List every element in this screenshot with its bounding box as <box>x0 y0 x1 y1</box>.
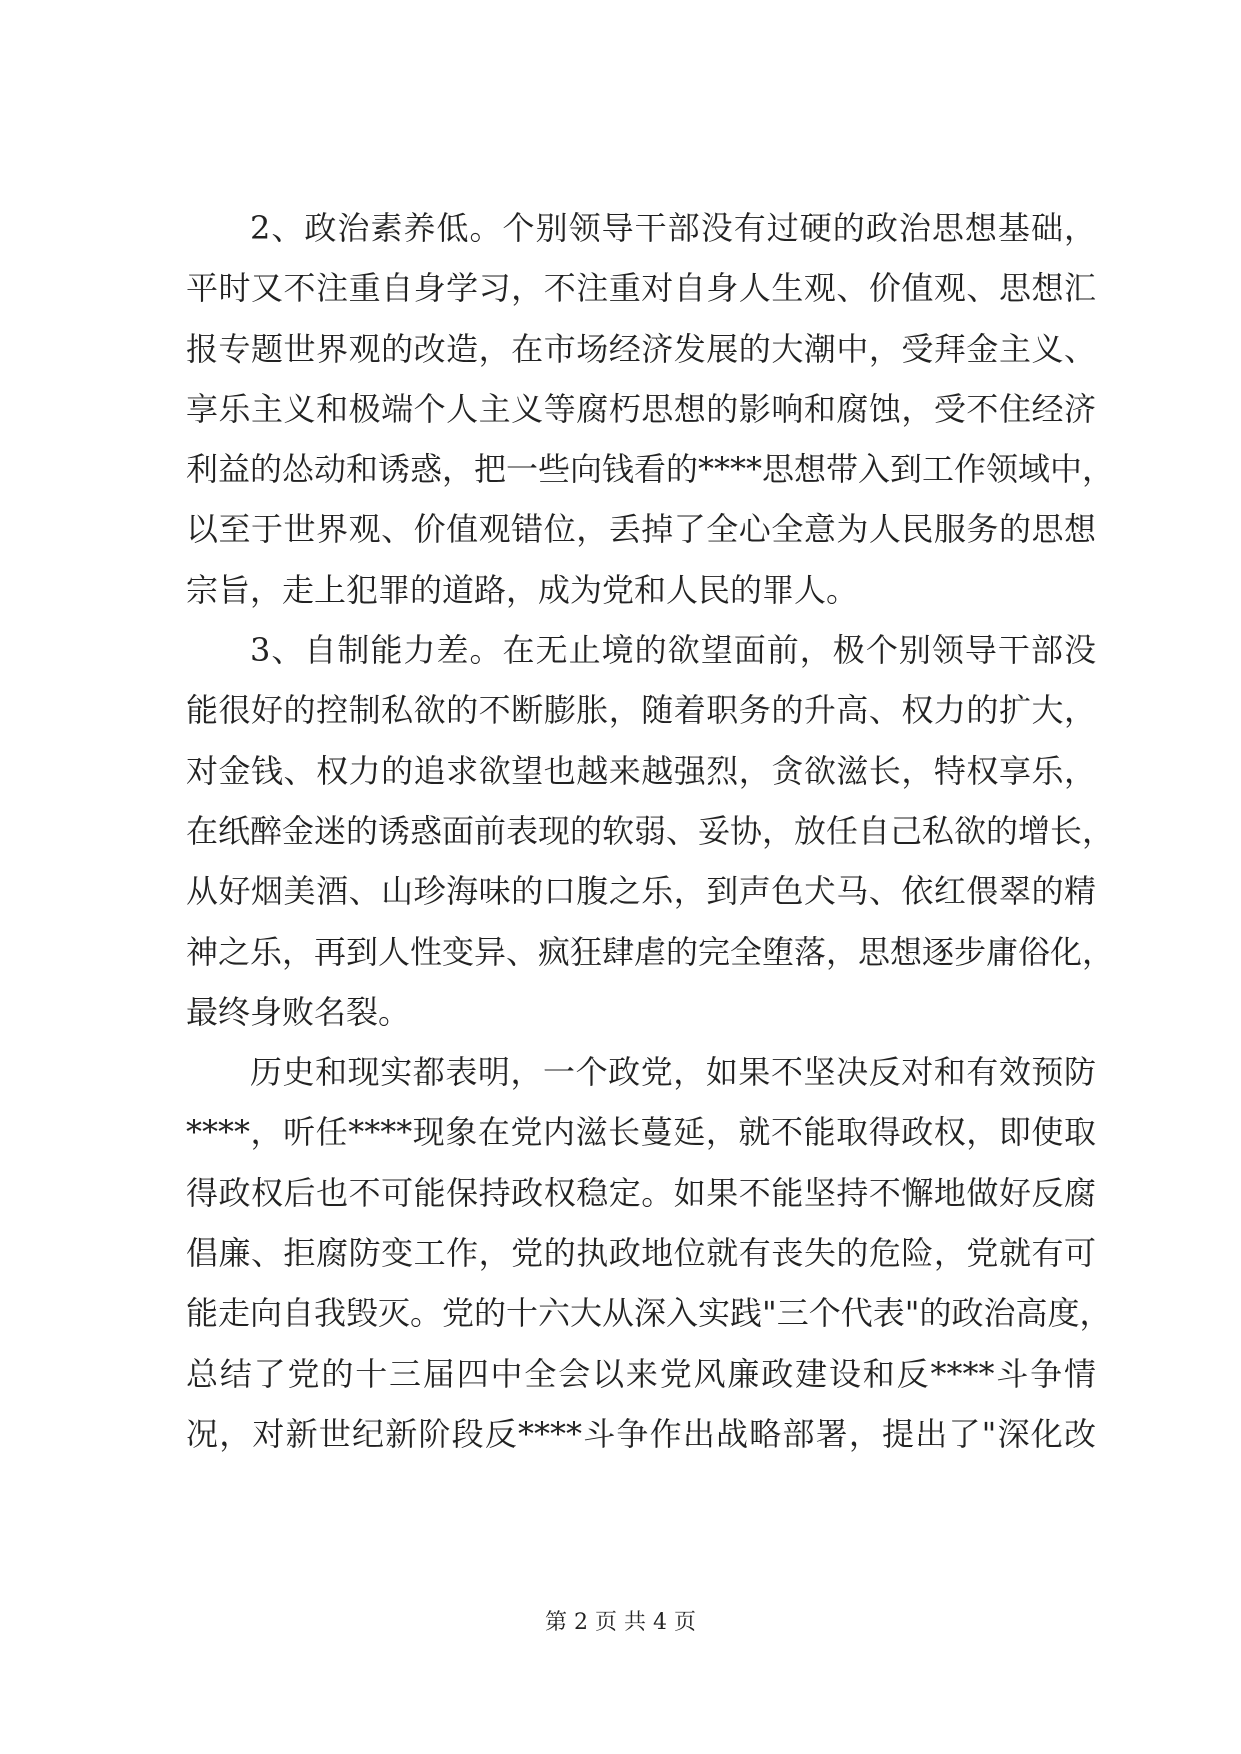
text-line: 总结了党的十三届四中全会以来党风廉政建设和反****斗争情 <box>186 1354 1096 1393</box>
document-body <box>186 198 1115 1464</box>
text-line: 平时又不注重自身学习，不注重对自身人生观、价值观、思想汇 <box>186 269 1096 308</box>
text-line: 在纸醉金迷的诱惑面前表现的软弱、妥协，放任自己私欲的增长， <box>186 811 1115 850</box>
text-line: 宗旨，走上犯罪的道路，成为党和人民的罪人。 <box>186 570 859 609</box>
text-line: 况，对新世纪新阶段反****斗争作出战略部署，提出了"深化改 <box>186 1414 1096 1453</box>
text-line: 神之乐，再到人性变异、疯狂肆虐的完全堕落，思想逐步庸俗化， <box>186 932 1115 971</box>
text-line: 报专题世界观的改造，在市场经济发展的大潮中，受拜金主义、 <box>186 329 1096 368</box>
paragraph-history-reality <box>186 1042 1112 1464</box>
text-line: 能很好的控制私欲的不断膨胀，随着职务的升高、权力的扩大， <box>186 691 1096 730</box>
text-line: 2、政治素养低。个别领导干部没有过硬的政治思想基础， <box>250 209 1096 247</box>
paragraph-political-literacy <box>186 198 1115 620</box>
page-number-footer: 第 2 页 共 4 页 <box>545 1610 696 1635</box>
paragraph-self-control <box>186 620 1115 1042</box>
text-line: 对金钱、权力的追求欲望也越来越强烈，贪欲滋长，特权享乐， <box>186 751 1096 790</box>
text-line: 3、自制能力差。在无止境的欲望面前，极个别领导干部没 <box>250 631 1096 670</box>
text-line: 能走向自我毁灭。党的十六大从深入实践"三个代表"的政治高度， <box>186 1294 1112 1333</box>
text-line: 以至于世界观、价值观错位，丢掉了全心全意为人民服务的思想 <box>186 510 1096 549</box>
text-line: 从好烟美酒、山珍海味的口腹之乐，到声色犬马、依红偎翠的精 <box>186 872 1096 911</box>
text-line: 利益的怂动和诱惑，把一些向钱看的****思想带入到工作领域中， <box>186 450 1115 489</box>
text-line: 享乐主义和极端个人主义等腐朽思想的影响和腐蚀，受不住经济 <box>186 389 1096 428</box>
text-line: 得政权后也不可能保持政权稳定。如果不能坚持不懈地做好反腐 <box>186 1173 1096 1212</box>
text-line: 倡廉、拒腐防变工作，党的执政地位就有丧失的危险，党就有可 <box>186 1234 1096 1273</box>
text-line: 最终身败名裂。 <box>186 992 411 1031</box>
text-line: ****，听任****现象在党内滋长蔓延，就不能取得政权，即使取 <box>186 1113 1096 1152</box>
text-line: 历史和现实都表明，一个政党，如果不坚决反对和有效预防 <box>250 1053 1096 1092</box>
